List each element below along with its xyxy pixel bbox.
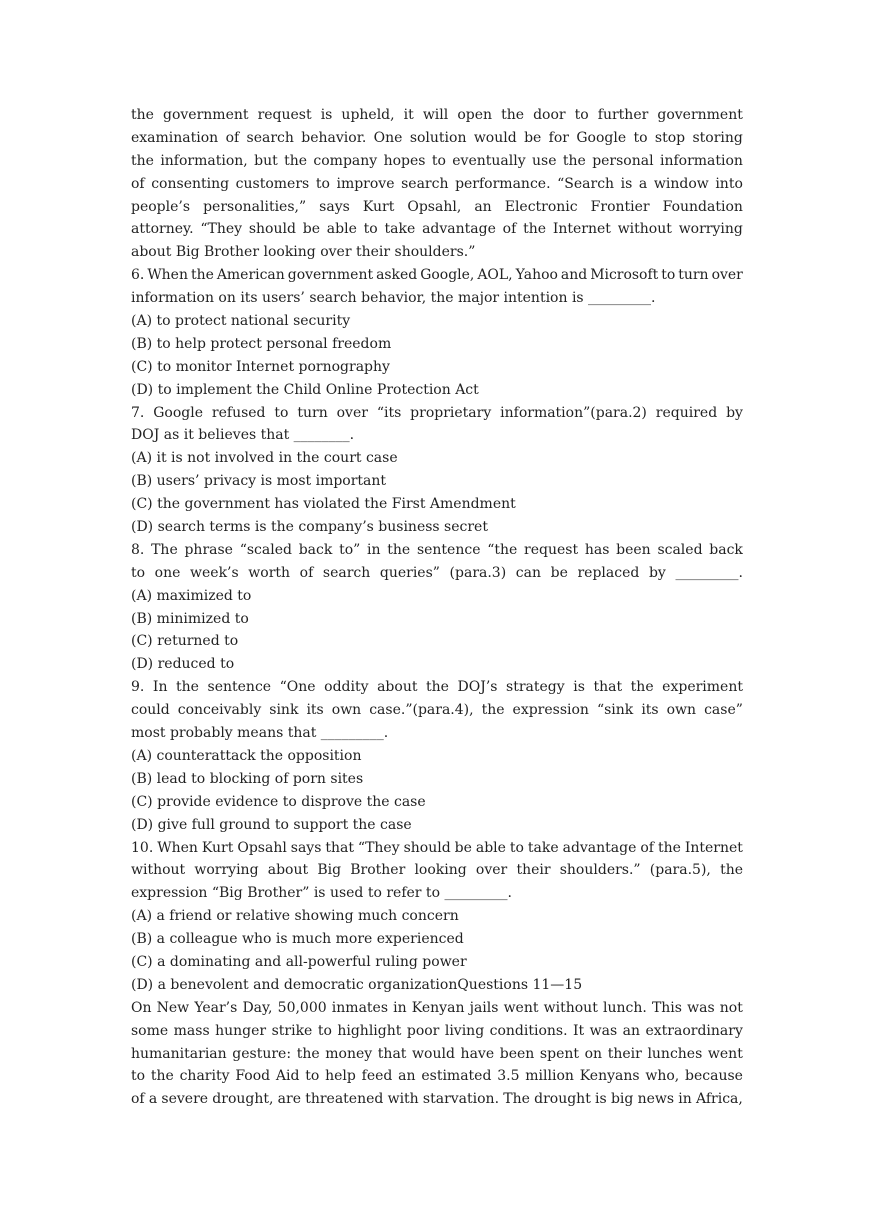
answer-option-c: (C) returned to [131, 633, 239, 650]
answer-option-c: (C) to monitor Internet pornography [131, 358, 390, 375]
question-stem-line: 9. In the sentence “One oddity about the DOJ’s strategy is that the experiment [131, 679, 743, 696]
answer-option-a: (A) it is not involved in the court case [131, 450, 398, 467]
answer-option-a: (A) a friend or relative showing much concern [131, 908, 459, 925]
passage-line: some mass hunger strike to highlight poor living conditions. It was an extraordinary [131, 1022, 743, 1039]
passage-line: On New Year’s Day, 50,000 inmates in Kenyan jails went without lunch. This was not [131, 999, 743, 1016]
question-stem-line: information on its users’ search behavior, the major intention is _________. [131, 290, 656, 307]
question-6 [131, 264, 743, 401]
answer-option-c: (C) provide evidence to disprove the case [131, 793, 426, 810]
answer-option-b: (B) minimized to [131, 610, 249, 627]
passage-line: of a severe drought, are threatened with starvation. The drought is big news in Africa, [131, 1091, 743, 1108]
answer-option-d: (D) search terms is the company’s business secret [131, 519, 488, 536]
question-stem-line: 7. Google refused to turn over “its proprietary information”(para.2) required by [131, 404, 743, 421]
answer-option-c: (C) the government has violated the First Amendment [131, 496, 516, 513]
question-stem-line: expression “Big Brother” is used to refer to _________. [131, 885, 512, 902]
question-9 [131, 676, 743, 836]
passage-line: the government request is upheld, it will open the door to further government [131, 107, 743, 123]
next-passage-paragraph [131, 997, 743, 1111]
question-stem-line: DOJ as it believes that ________. [131, 427, 355, 444]
answer-option-d: (D) give full ground to support the case [131, 816, 412, 833]
question-8 [131, 539, 743, 676]
question-stem-line: 10. When Kurt Opsahl says that “They should be able to take advantage of the Internet [131, 839, 743, 856]
answer-option-c: (C) a dominating and all-powerful ruling power [131, 953, 467, 970]
answer-option-b: (B) users’ privacy is most important [131, 473, 387, 490]
document-page [131, 104, 743, 1111]
question-10 [131, 837, 743, 997]
passage-line: of consenting customers to improve search performance. “Search is a window into [131, 175, 743, 192]
passage-line: humanitarian gesture: the money that would have been spent on their lunches went [131, 1045, 743, 1062]
answer-option-b: (B) a colleague who is much more experienced [131, 931, 464, 948]
answer-option-a: (A) maximized to [131, 587, 252, 604]
passage-line: about Big Brother looking over their shoulders.” [131, 244, 476, 261]
answer-option-d: (D) a benevolent and democratic organizationQuestions 11—15 [131, 976, 583, 993]
answer-option-a: (A) to protect national security [131, 313, 351, 330]
answer-option-b: (B) lead to blocking of porn sites [131, 770, 364, 787]
passage-line: to the charity Food Aid to help feed an estimated 3.5 million Kenyans who, because [131, 1068, 743, 1085]
passage-paragraph [131, 104, 743, 264]
question-stem-line: without worrying about Big Brother looking over their shoulders.” (para.5), the [131, 862, 743, 879]
question-stem-line: 8. The phrase “scaled back to” in the sentence “the request has been scaled back [131, 541, 743, 558]
question-stem-line: most probably means that _________. [131, 725, 389, 742]
answer-option-b: (B) to help protect personal freedom [131, 335, 392, 352]
passage-line: people’s personalities,” says Kurt Opsahl, an Electronic Frontier Foundation [131, 198, 743, 215]
question-stem-line: to one week’s worth of search queries” (para.3) can be replaced by _________. [131, 564, 743, 581]
passage-line: the information, but the company hopes to eventually use the personal information [131, 152, 743, 169]
passage-line: attorney. “They should be able to take advantage of the Internet without worrying [131, 221, 743, 238]
question-stem-line: 6. When the American government asked Google, AOL, Yahoo and Microsoft to turn over [131, 267, 743, 284]
passage-line: examination of search behavior. One solution would be for Google to stop storing [131, 129, 743, 146]
question-7 [131, 402, 743, 539]
question-stem-line: could conceivably sink its own case.”(para.4), the expression “sink its own case” [131, 702, 743, 719]
answer-option-a: (A) counterattack the opposition [131, 747, 362, 764]
answer-option-d: (D) to implement the Child Online Protection Act [131, 381, 479, 398]
answer-option-d: (D) reduced to [131, 656, 235, 673]
